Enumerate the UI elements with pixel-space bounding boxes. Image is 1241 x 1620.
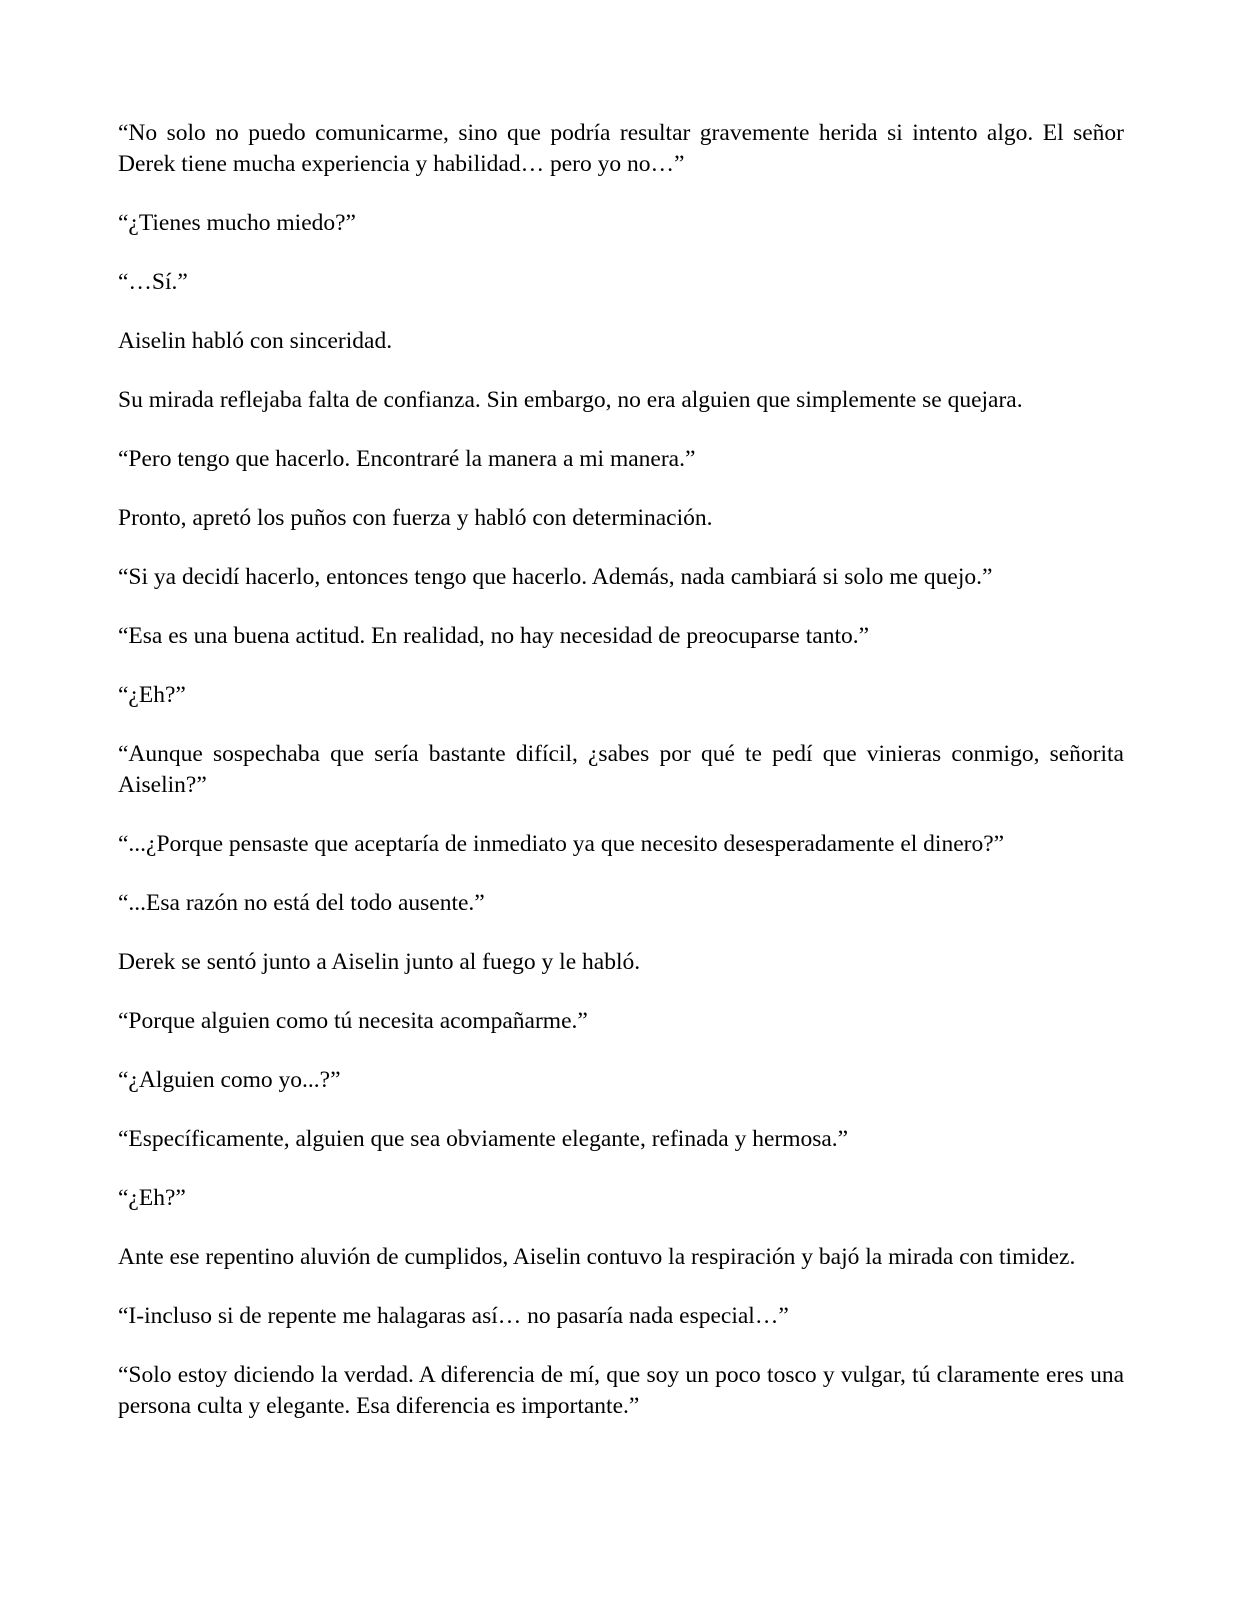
paragraph: “Específicamente, alguien que sea obviamente elegante, refinada y hermosa.”: [118, 1126, 849, 1152]
paragraph: Aiselin habló con sinceridad.: [118, 328, 393, 354]
paragraph: Pronto, apretó los puños con fuerza y habló con determinación.: [118, 505, 713, 531]
paragraph: “¿Eh?”: [118, 682, 186, 708]
paragraph: “¿Eh?”: [118, 1185, 186, 1211]
paragraph: “Si ya decidí hacerlo, entonces tengo que hacerlo. Además, nada cambiará si solo me quejo.”: [118, 564, 993, 590]
paragraph: “...Esa razón no está del todo ausente.”: [118, 890, 485, 916]
paragraph: “Aunque sospechaba que sería bastante difícil, ¿sabes por qué te pedí que vinieras conmigo, señorita Aiselin?”: [118, 741, 1124, 798]
paragraph: “Pero tengo que hacerlo. Encontraré la manera a mi manera.”: [118, 446, 696, 472]
paragraph: “¿Alguien como yo...?”: [118, 1067, 341, 1093]
paragraph: “I-incluso si de repente me halagaras así… no pasaría nada especial…”: [118, 1303, 789, 1329]
paragraph: “¿Tienes mucho miedo?”: [118, 210, 356, 236]
paragraph: Su mirada reflejaba falta de confianza. Sin embargo, no era alguien que simplemente se quejara.: [118, 387, 1023, 413]
paragraph: “No solo no puedo comunicarme, sino que podría resultar gravemente herida si intento algo. El señor Derek tiene mucha experiencia y habilidad… pero yo no…”: [118, 120, 1124, 177]
paragraph: “Solo estoy diciendo la verdad. A diferencia de mí, que soy un poco tosco y vulgar, tú claramente eres una persona culta y elegante. Esa diferencia es importante.”: [118, 1362, 1124, 1419]
paragraph: “...¿Porque pensaste que aceptaría de inmediato ya que necesito desesperadamente el dinero?”: [118, 831, 1005, 857]
paragraph: “Esa es una buena actitud. En realidad, no hay necesidad de preocuparse tanto.”: [118, 623, 870, 649]
paragraph: Ante ese repentino aluvión de cumplidos, Aiselin contuvo la respiración y bajó la mirada con timidez.: [118, 1244, 1076, 1270]
paragraph: Derek se sentó junto a Aiselin junto al fuego y le habló.: [118, 949, 641, 975]
page-text-body: [118, 118, 1124, 1450]
paragraph: “Porque alguien como tú necesita acompañarme.”: [118, 1008, 588, 1034]
paragraph: “…Sí.”: [118, 269, 188, 295]
